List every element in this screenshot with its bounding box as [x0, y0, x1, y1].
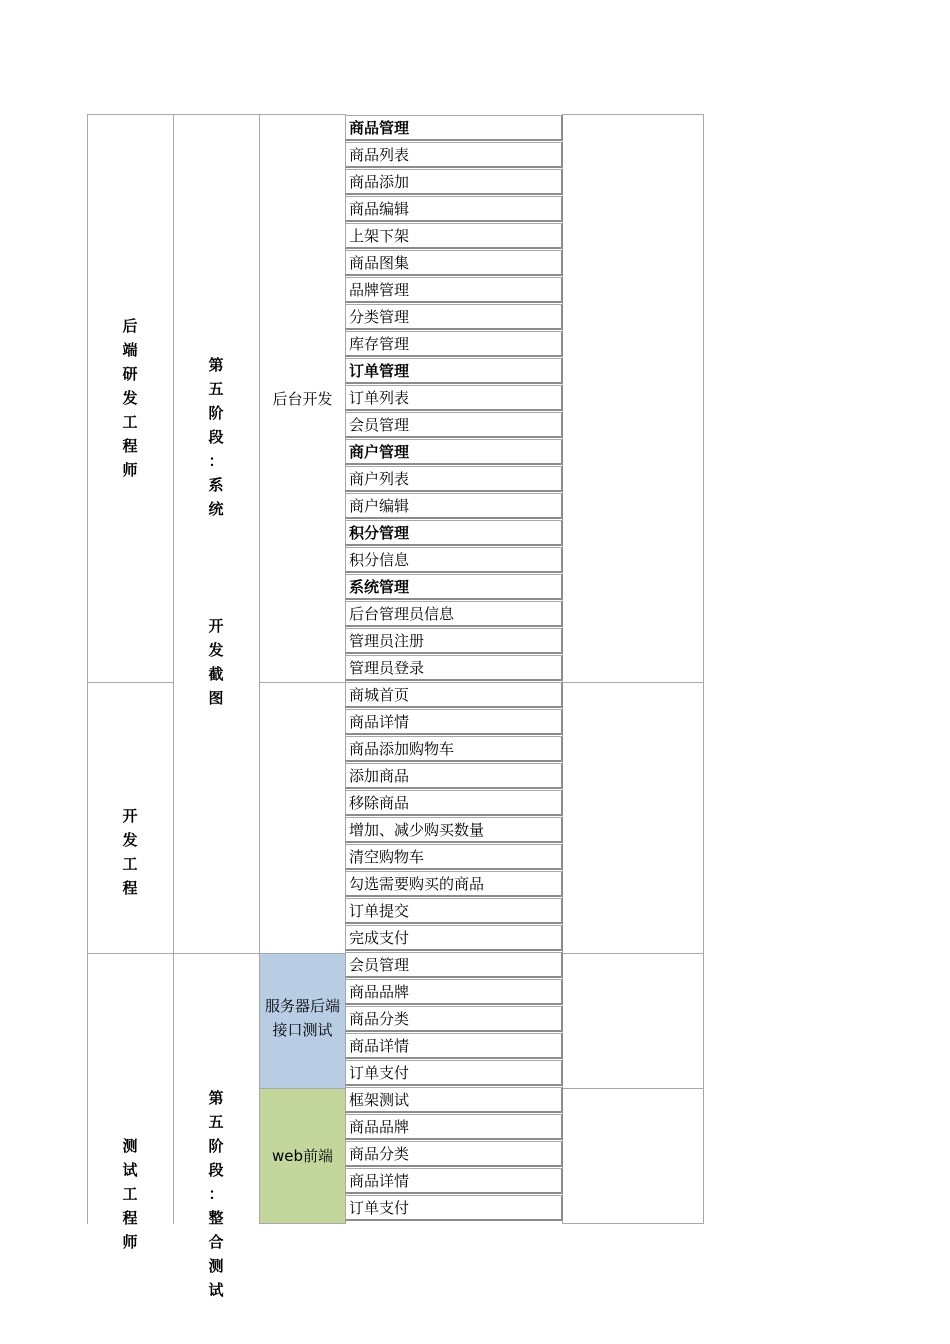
feature-item: 移除商品 — [345, 790, 563, 816]
feature-item: 商户编辑 — [345, 493, 563, 519]
feature-item: 积分信息 — [345, 547, 563, 573]
role-backend-text: 后 端 研 发 工 程 师 — [122, 317, 138, 479]
feature-item: 会员管理 — [345, 412, 563, 438]
feature-item: 上架下架 — [345, 223, 563, 249]
feature-item: 框架测试 — [345, 1087, 563, 1113]
feature-item: 勾选需要购买的商品 — [345, 871, 563, 897]
feature-item: 管理员注册 — [345, 628, 563, 654]
module-cell-web-front — [259, 1088, 346, 1224]
feature-item: 商品编辑 — [345, 196, 563, 222]
feature-item: 商品图集 — [345, 250, 563, 276]
feature-item: 商品分类 — [345, 1006, 563, 1032]
screenshot-cell-2 — [562, 682, 704, 954]
feature-item: 商品详情 — [345, 709, 563, 735]
feature-item: 商城首页 — [345, 682, 563, 708]
feature-item: 商户管理 — [345, 439, 563, 465]
feature-item: 会员管理 — [345, 952, 563, 978]
feature-item: 商品列表 — [345, 142, 563, 168]
screenshot-cell-1 — [562, 114, 704, 683]
feature-item: 商品添加购物车 — [345, 736, 563, 762]
phase-integration-text: 第 五 阶 段 ： 整 合 测 试 — [208, 1089, 224, 1299]
feature-item: 订单列表 — [345, 385, 563, 411]
feature-item: 清空购物车 — [345, 844, 563, 870]
feature-item: 系统管理 — [345, 574, 563, 600]
feature-item: 商品分类 — [345, 1141, 563, 1167]
role-test-text: 测 试 工 程 师 — [122, 1137, 138, 1251]
feature-item: 订单支付 — [345, 1195, 563, 1221]
feature-item: 商品品牌 — [345, 979, 563, 1005]
feature-item: 添加商品 — [345, 763, 563, 789]
feature-item: 分类管理 — [345, 304, 563, 330]
feature-item: 商品添加 — [345, 169, 563, 195]
feature-item: 商品详情 — [345, 1033, 563, 1059]
module-cell-server-test — [259, 953, 346, 1089]
feature-item: 商户列表 — [345, 466, 563, 492]
feature-item: 后台管理员信息 — [345, 601, 563, 627]
feature-item: 增加、减少购买数量 — [345, 817, 563, 843]
phase-cell-system — [173, 114, 260, 954]
role-dev-text: 开 发 工 程 — [122, 807, 138, 897]
phase-system-text-bottom: 开 发 截 图 — [208, 617, 224, 707]
phase-system-text-top: 第 五 阶 段 ： 系 统 — [208, 356, 224, 518]
feature-item: 商品详情 — [345, 1168, 563, 1194]
feature-item: 商品品牌 — [345, 1114, 563, 1140]
feature-item: 订单管理 — [345, 358, 563, 384]
feature-item: 管理员登录 — [345, 655, 563, 681]
module-server-test-label: 服务器后端接口测试 — [264, 997, 340, 1039]
feature-item: 积分管理 — [345, 520, 563, 546]
screenshot-cell-3 — [562, 953, 704, 1089]
feature-item: 库存管理 — [345, 331, 563, 357]
module-cell-backend-dev — [259, 114, 346, 683]
screenshot-cell-4 — [562, 1088, 704, 1224]
feature-item: 商品管理 — [345, 115, 563, 141]
module-backend-dev-label: 后台开发 — [272, 389, 333, 408]
feature-item: 订单支付 — [345, 1060, 563, 1086]
module-web-front-label: web前端 — [271, 1147, 334, 1165]
feature-item: 完成支付 — [345, 925, 563, 951]
module-cell-frontend — [259, 682, 346, 954]
feature-item: 订单提交 — [345, 898, 563, 924]
feature-item: 品牌管理 — [345, 277, 563, 303]
